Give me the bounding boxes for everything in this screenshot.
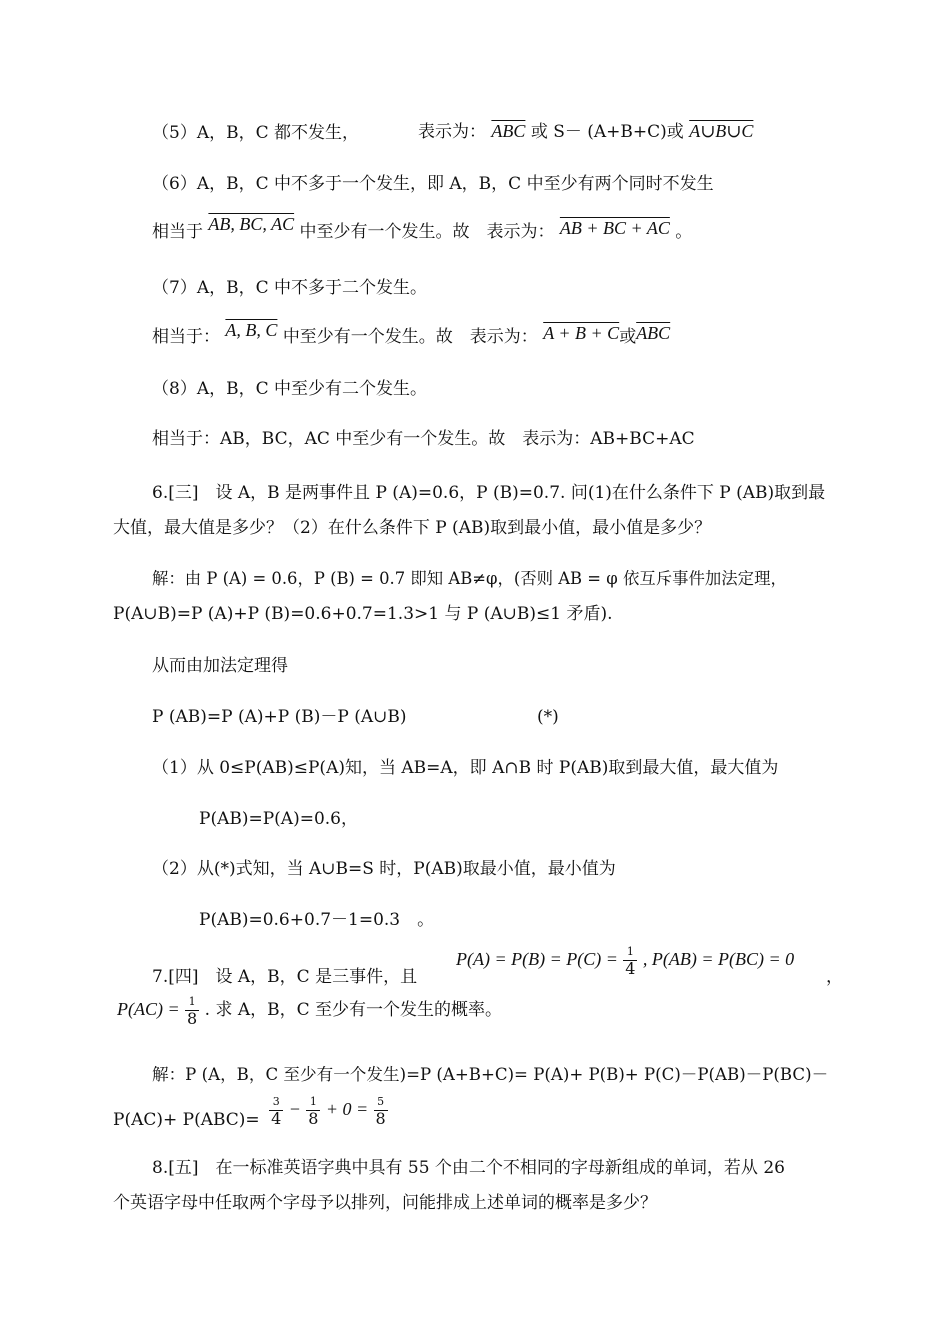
item-7: （7）A，B，C 中不多于二个发生。: [152, 278, 427, 298]
solution-6-eq-tag: (*): [537, 707, 559, 727]
solution-6-line3: 从而由加法定理得: [152, 656, 288, 676]
solution-6-part1-result: P(AB)=P(A)=0.6，: [199, 809, 358, 829]
solution-7-lhs: P(AC)+ P(ABC)=: [113, 1110, 260, 1130]
item-5-label: （5）A，B，C 都不发生，: [152, 123, 359, 143]
formula-pab-pbc: , P(AB) = P(BC) = 0: [642, 949, 795, 969]
fraction-one-quarter: [623, 944, 637, 977]
fraction-num: 5: [374, 1094, 388, 1111]
question-8-line1: 8.[五] 在一标准英语字典中具有 55 个由二个不相同的字母新组成的单词，若从 26: [152, 1158, 785, 1178]
question-7-comma: ，: [826, 967, 843, 987]
item-6: （6）A，B，C 中不多于一个发生，即 A，B，C 中至少有两个同时不发生: [152, 174, 714, 194]
formula-pairs: AB, BC, AC: [208, 214, 295, 234]
minus-sign: −: [288, 1099, 301, 1119]
question-6-line1: 6.[三] 设 A，B 是两事件且 P (A)=0.6，P (B)=0.7. 问(1)在什么条件下 P (AB)取到最: [152, 483, 826, 503]
item-7-expr: [152, 320, 671, 348]
solution-6-part2: （2）从(*)式知，当 A∪B=S 时，P(AB)取最小值，最小值为: [152, 859, 616, 879]
solution-6-equation: P (AB)=P (A)+P (B)－P (A∪B): [152, 707, 407, 727]
formula-not-union: A∪B∪C: [689, 121, 754, 141]
fraction-five-eighths: [374, 1094, 388, 1127]
solution-7-line1: 解：P (A，B，C 至少有一个发生)=P (A+B+C)= P(A)+ P(B)+ P(C)－P(AB)－P(BC)－: [152, 1065, 829, 1084]
solution-7-line2: [113, 1094, 388, 1130]
formula-sum-pairs: AB + BC + AC: [559, 218, 670, 238]
item-6-expr: [152, 214, 693, 243]
solution-6-line1: 解：由 P (A) = 0.6，P (B) = 0.7 即知 AB≠φ，(否则 AB = φ 依互斥事件加法定理，: [152, 569, 787, 588]
item-6-prefix: 相当于: [152, 222, 203, 242]
plus-zero: + 0 =: [325, 1099, 369, 1119]
fraction-den: 8: [375, 1109, 386, 1128]
question-7-text: . 求 A，B，C 至少有一个发生的概率。: [204, 1000, 503, 1020]
question-7-line1: 7.[四] 设 A，B，C 是三事件，且: [152, 967, 418, 987]
fraction-num: 1: [306, 1094, 320, 1111]
item-6-text: 中至少有一个发生。故 表示为：: [299, 222, 555, 242]
item-5-or: 或 S－ (A+B+C)或: [530, 122, 684, 142]
fraction-three-quarters: [269, 1094, 283, 1127]
fraction-den: 8: [308, 1109, 319, 1128]
fraction-num: 1: [185, 994, 199, 1011]
formula-not-a-b-c: $\overline{ABC}$: [491, 121, 526, 141]
solution-6-part2-result: P(AB)=0.6+0.7－1=0.3 。: [199, 910, 435, 930]
question-7-formula: [456, 944, 794, 977]
fraction-num: 1: [623, 944, 637, 961]
question-8-line2: 个英语字母中任取两个字母予以排列，问能排成上述单词的概率是多少？: [113, 1193, 657, 1213]
solution-6-part1: （1）从 0≤P(AB)≤P(A)知，当 AB=A，即 A∩B 时 P(AB)取到最大值，最大值为: [152, 758, 779, 778]
solution-6-line2: P(A∪B)=P (A)+P (B)=0.6+0.7=1.3>1 与 P (A∪B)≤1 矛盾).: [113, 604, 613, 624]
formula-complements: A, B, C: [225, 320, 278, 340]
item-7-or: 或: [619, 327, 637, 347]
formula-pa-pb-pc: P(A) = P(B) = P(C) =: [456, 949, 618, 969]
question-7-line2: [117, 994, 502, 1027]
formula-sum-complements: A + B + C: [543, 323, 620, 343]
item-5: [152, 122, 359, 144]
item-7-prefix: 相当于：: [152, 327, 220, 347]
fraction-one-eighth: [185, 994, 199, 1027]
item-8: （8）A，B，C 中至少有二个发生。: [152, 379, 427, 399]
fraction-num: 3: [269, 1094, 283, 1111]
item-8-expr: 相当于：AB，BC，AC 中至少有一个发生。故 表示为：AB+BC+AC: [152, 429, 695, 449]
question-6-line2: 大值，最大值是多少？（2）在什么条件下 P (AB)取到最小值，最小值是多少？: [113, 518, 712, 538]
fraction-den: 8: [187, 1009, 198, 1028]
formula-pac: P(AC) =: [117, 999, 180, 1019]
item-5-expr: [418, 120, 753, 143]
fraction-den: 4: [625, 959, 636, 978]
fraction-den: 4: [271, 1109, 282, 1128]
fraction-one-eighth-b: [306, 1094, 320, 1127]
item-5-text: 表示为：: [418, 122, 486, 142]
item-7-text: 中至少有一个发生。故 表示为：: [282, 327, 538, 347]
item-6-end: 。: [675, 222, 693, 242]
formula-not-abc: $\overline{ABC}$: [636, 323, 671, 343]
